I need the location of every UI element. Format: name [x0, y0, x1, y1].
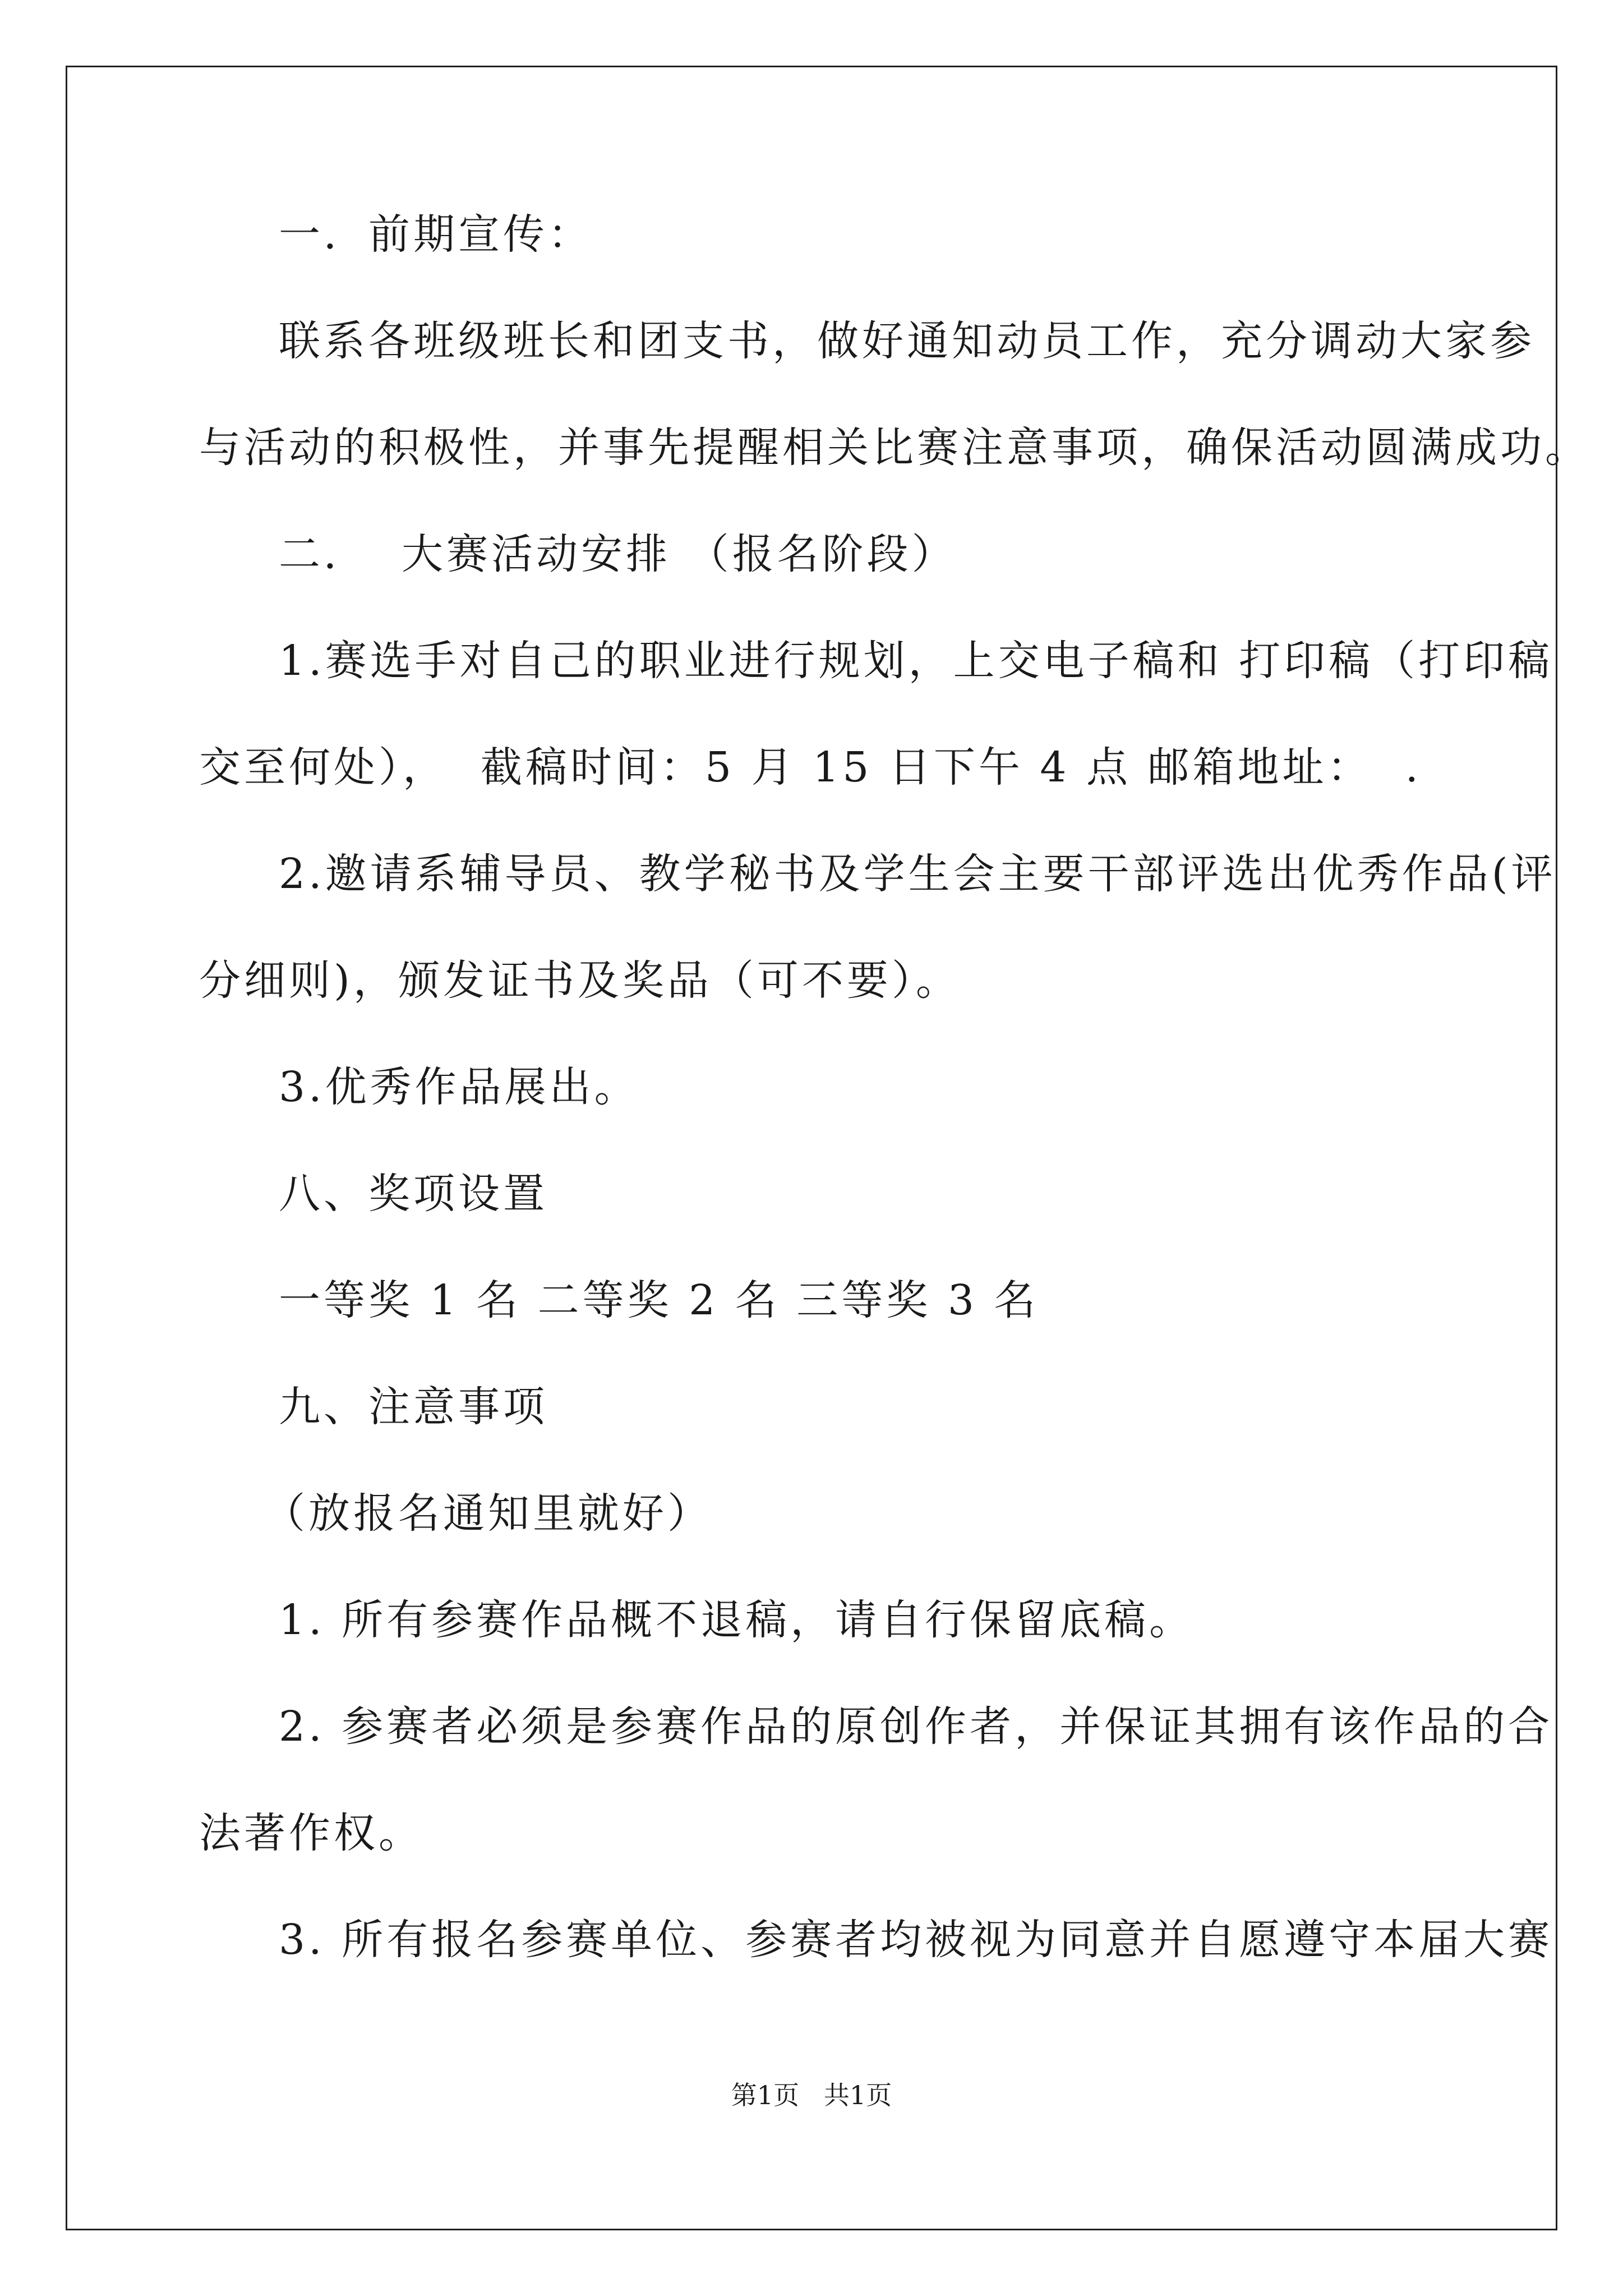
heading-early-publicity: 一．前期宣传：: [279, 210, 593, 259]
list-item-1: 1.赛选手对自己的职业进行规划，上交电子稿和 打印稿（打印稿: [279, 637, 1553, 685]
paragraph-line: 与活动的积极性，并事先提醒相关比赛注意事项，确保活动圆满成功。: [199, 424, 1590, 472]
heading-activity-arrangement: 二． 大赛活动安排 （报名阶段）: [279, 530, 957, 578]
paragraph-line: 交至何处）， 截稿时间：5 月 15 日下午 4 点 邮箱地址： .: [199, 743, 1422, 792]
paragraph-line: 联系各班级班长和团支书，做好通知动员工作，充分调动大家参: [279, 317, 1535, 365]
page-border: [66, 66, 1557, 2230]
heading-awards: 八、奖项设置: [279, 1170, 548, 1218]
paragraph-line: 分细则)，颁发证书及奖品（可不要）。: [199, 956, 961, 1005]
paragraph-line: 法著作权。: [199, 1809, 423, 1857]
list-item-2: 2.邀请系辅导员、教学秘书及学生会主要干部评选出优秀作品(评: [279, 850, 1556, 898]
heading-notes: 九、注意事项: [279, 1383, 548, 1431]
note-item-3: 3. 所有报名参赛单位、参赛者均被视为同意并自愿遵守本届大赛: [279, 1916, 1553, 1964]
awards-line: 一等奖 1 名 二等奖 2 名 三等奖 3 名: [279, 1276, 1039, 1324]
note-item-2: 2. 参赛者必须是参赛作品的原创作者，并保证其拥有该作品的合: [279, 1703, 1553, 1751]
list-item-3: 3.优秀作品展出。: [279, 1063, 639, 1111]
note-remark: （放报名通知里就好）: [264, 1489, 712, 1538]
note-item-1: 1. 所有参赛作品概不退稿，请自行保留底稿。: [279, 1596, 1195, 1644]
page-number: 第1页 共1页: [731, 2080, 892, 2110]
